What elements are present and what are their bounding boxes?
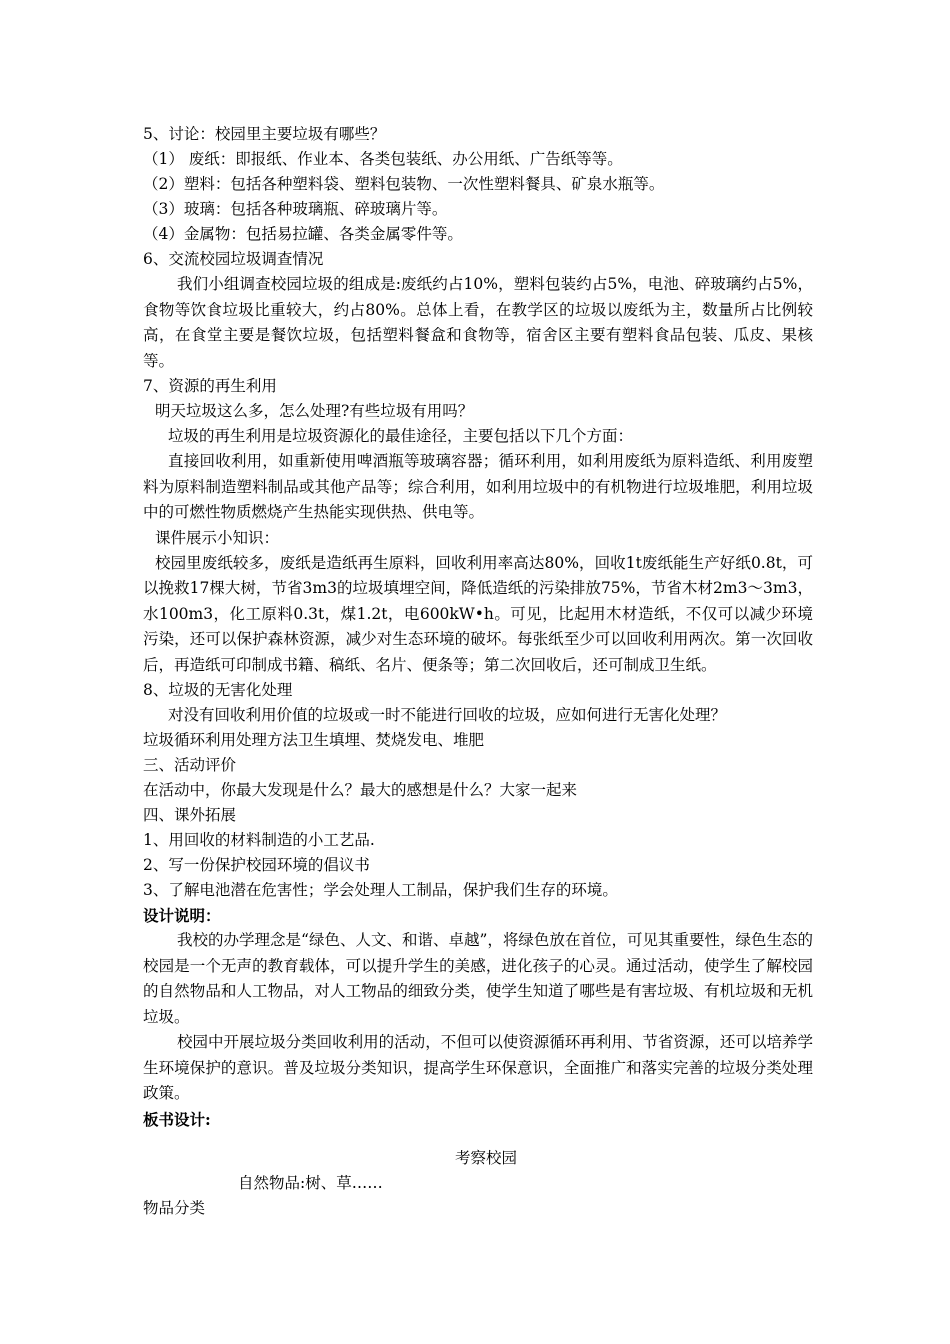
board-natural-items: 自然物品:树、草…… [238,1174,383,1192]
section7-heading: 7、资源的再生利用 [143,377,277,395]
evaluation-text: 在活动中，你最大发现是什么？最大的感想是什么？大家一起来 [143,781,578,799]
section6-paragraph: 我们小组调查校园垃圾的组成是:废纸约占10%，塑料包装约占5%，电池、碎玻璃约占5%，食物等饮食垃圾比重较大，约占80%。总体上看，在教学区的垃圾以废纸为主，数量所占比例较高，在食堂主要是餐饮垃圾，包括塑料餐盒和食物等，宿舍区主要有塑料食品包装、瓜皮、果核等。 [143,275,813,370]
section5-item-1: （1） 废纸：即报纸、作业本、各类包装纸、办公用纸、广告纸等等。 [143,150,623,168]
section7-intro: 垃圾的再生利用是垃圾资源化的最佳途径，主要包括以下几个方面： [168,427,634,445]
section5-item-3: （3）玻璃：包括各种玻璃瓶、碎玻璃片等。 [143,200,448,218]
section8-heading: 8、垃圾的无害化处理 [143,681,293,699]
board-title: 考察校园 [455,1149,518,1167]
extension-item-3: 3、了解电池潜在危害性；学会处理人工制品，保护我们生存的环境。 [143,881,618,899]
section5-item-2: （2）塑料：包括各种塑料袋、塑料包装物、一次性塑料餐具、矿泉水瓶等。 [143,175,665,193]
section7-paragraph: 直接回收利用，如重新使用啤酒瓶等玻璃容器；循环利用，如利用废纸为原料造纸、利用废塑料为原料制造塑料制品或其他产品等；综合利用，如利用垃圾中的有机物进行垃圾堆肥，利用垃圾中的可燃性物质燃烧产生热能实现供热、供电等。 [143,452,813,521]
design-notes-paragraph-2: 校园中开展垃圾分类回收利用的活动，不但可以使资源循环再利用、节省资源，还可以培养学生环境保护的意识。普及垃圾分类知识，提高学生环保意识，全面推广和落实完善的垃圾分类处理政策。 [143,1033,813,1102]
section7-tip-label: 课件展示小知识： [155,528,280,547]
section6-heading: 6、交流校园垃圾调查情况 [143,250,324,268]
section7-question: 明天垃圾这么多，怎么处理?有些垃圾有用吗？ [155,402,474,420]
section5-heading: 5、讨论：校园里主要垃圾有哪些？ [143,125,386,143]
section5-item-4: （4）金属物：包括易拉罐、各类金属零件等。 [143,225,463,243]
document-body [143,122,813,1132]
evaluation-heading: 三、活动评价 [143,756,237,774]
design-notes-heading: 设计说明： [143,906,221,925]
board-classify: 物品分类 [143,1199,206,1217]
board-heading: 板书设计: [143,1109,211,1129]
section8-question: 对没有回收利用价值的垃圾或一时不能进行回收的垃圾，应如何进行无害化处理？ [168,706,727,724]
extension-item-1: 1、用回收的材料制造的小工艺品. [143,831,375,849]
section8-methods: 垃圾循环利用处理方法卫生填埋、焚烧发电、堆肥 [143,731,485,749]
extension-heading: 四、课外拓展 [143,806,237,824]
design-notes-paragraph-1: 我校的办学理念是“绿色、人文、和谐、卓越”，将绿色放在首位，可见其重要性，绿色生态的校园是一个无声的教育载体，可以提升学生的美感，进化孩子的心灵。通过活动，使学生了解校园的自然物品和人工物品，对人工物品的细致分类，使学生知道了哪些是有害垃圾、有机垃圾和无机垃圾。 [143,931,813,1026]
section7-tip-paragraph: 校园里废纸较多，废纸是造纸再生原料，回收利用率高达80%，回收1t废纸能生产好纸0.8t，可以挽救17棵大树，节省3m3的垃圾填埋空间，降低造纸的污染排放75%，节省木材2m3～3m3，水100m3，化工原料0.3t，煤1.2t，电600kW•h。可见，比起用木材造纸，不仅可以减少环境污染，还可以保护森林资源，减少对生态环境的破坏。每张纸至少可以回收利用两次。第一次回收后，再造纸可印制成书籍、稿纸、名片、便条等；第二次回收后，还可制成卫生纸。 [143,553,813,674]
extension-item-2: 2、写一份保护校园环境的倡议书 [143,856,370,874]
